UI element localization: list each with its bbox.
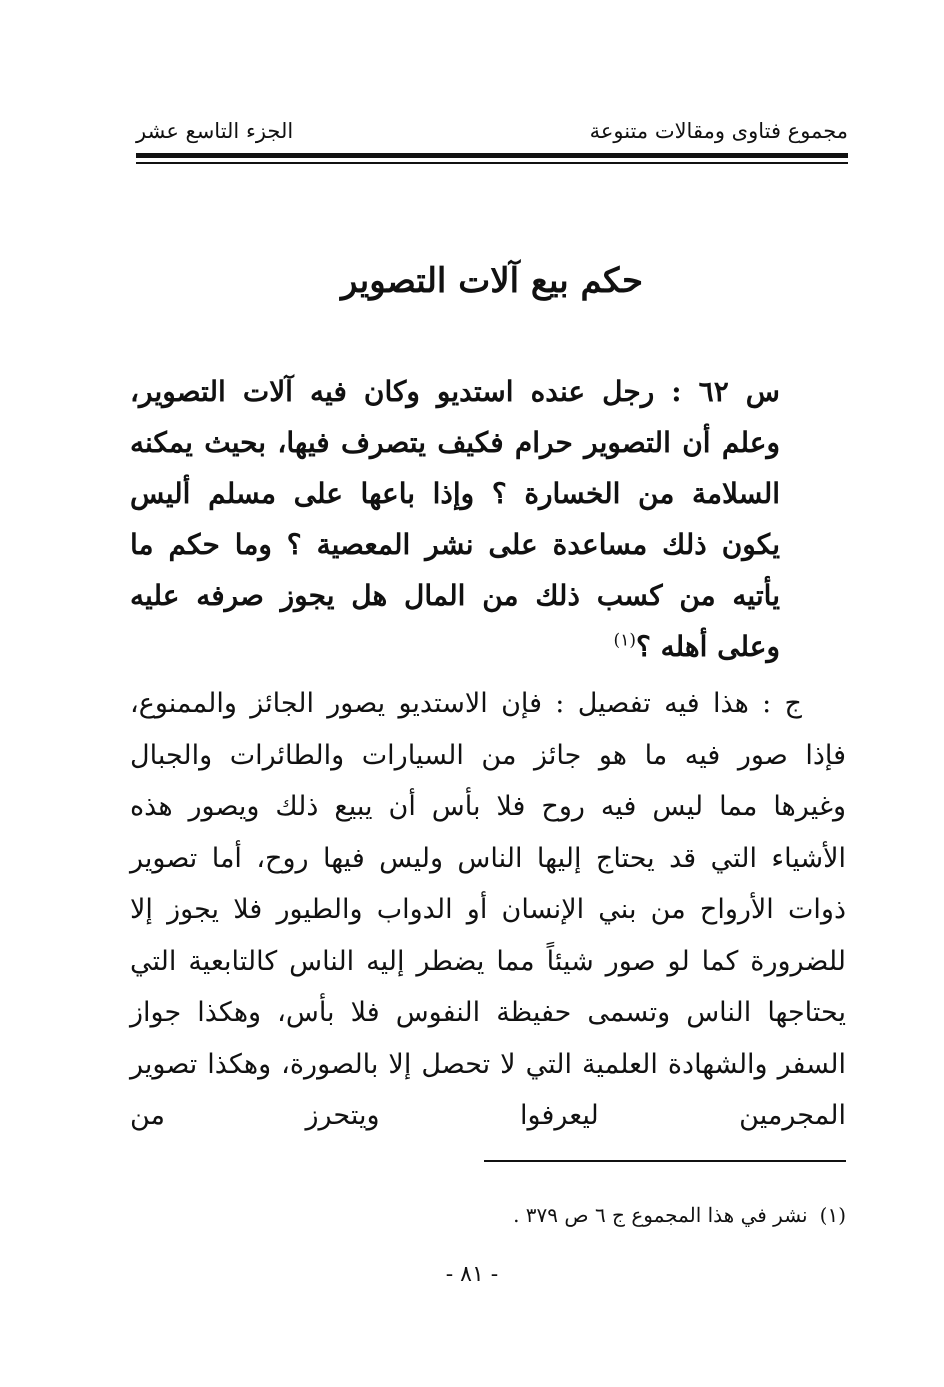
running-header	[136, 116, 848, 146]
footnote-reference: (١)	[613, 630, 636, 651]
footnote-separator	[484, 1160, 846, 1162]
volume-label: الجزء التاسع عشر	[136, 119, 294, 143]
footnote-number: (١)	[819, 1203, 846, 1227]
answer-paragraph	[130, 678, 846, 1142]
footnote	[513, 1200, 846, 1230]
header-rule-thick	[136, 153, 848, 158]
footnote-text: نشر في هذا المجموع ج ٦ ص ٣٧٩ .	[513, 1203, 808, 1227]
header-rule-thin	[136, 162, 848, 164]
section-title: حكم بيع آلات التصوير	[341, 261, 643, 301]
question-paragraph	[130, 366, 780, 672]
answer-text: ج : هذا فيه تفصيل : فإن الاستديو يصور الجائز والممنوع، فإذا صور فيه ما هو جائز من السيارات والطائرات والجبال وغيرها مما ليس فيه روح فلا بأس أن يبيع ذلك ويصور هذه الأشياء التي قد يحتاج إليها الناس وليس فيها روح، أما تصوير ذوات الأرواح من بني الإنسان أو الدواب والطيور فلا يجوز إلا للضرورة كما لو صور شيئاً مما يضطر إليه الناس كالتابعية التي يحتاجها الناس وتسمى حفيظة النفوس فلا بأس، وهكذا جواز السفر والشهادة العلمية التي لا تحصل إلا بالصورة، وهكذا تصوير المجرمين ليعرفوا ويتحرز من	[130, 688, 846, 1131]
book-title: مجموع فتاوى ومقالات متنوعة	[589, 119, 848, 143]
page-number: - ٨١ -	[445, 1262, 499, 1287]
question-text: س ٦٢ : رجل عنده استديو وكان فيه آلات التصوير، وعلم أن التصوير حرام فكيف يتصرف فيها، بحيث يمكنه السلامة من الخسارة ؟ وإذا باعها على مسلم أليس يكون ذلك مساعدة على نشر المعصية ؟ وما حكم ما يأتيه من كسب ذلك من المال هل يجوز صرفه عليه وعلى أهله ؟	[130, 375, 780, 663]
